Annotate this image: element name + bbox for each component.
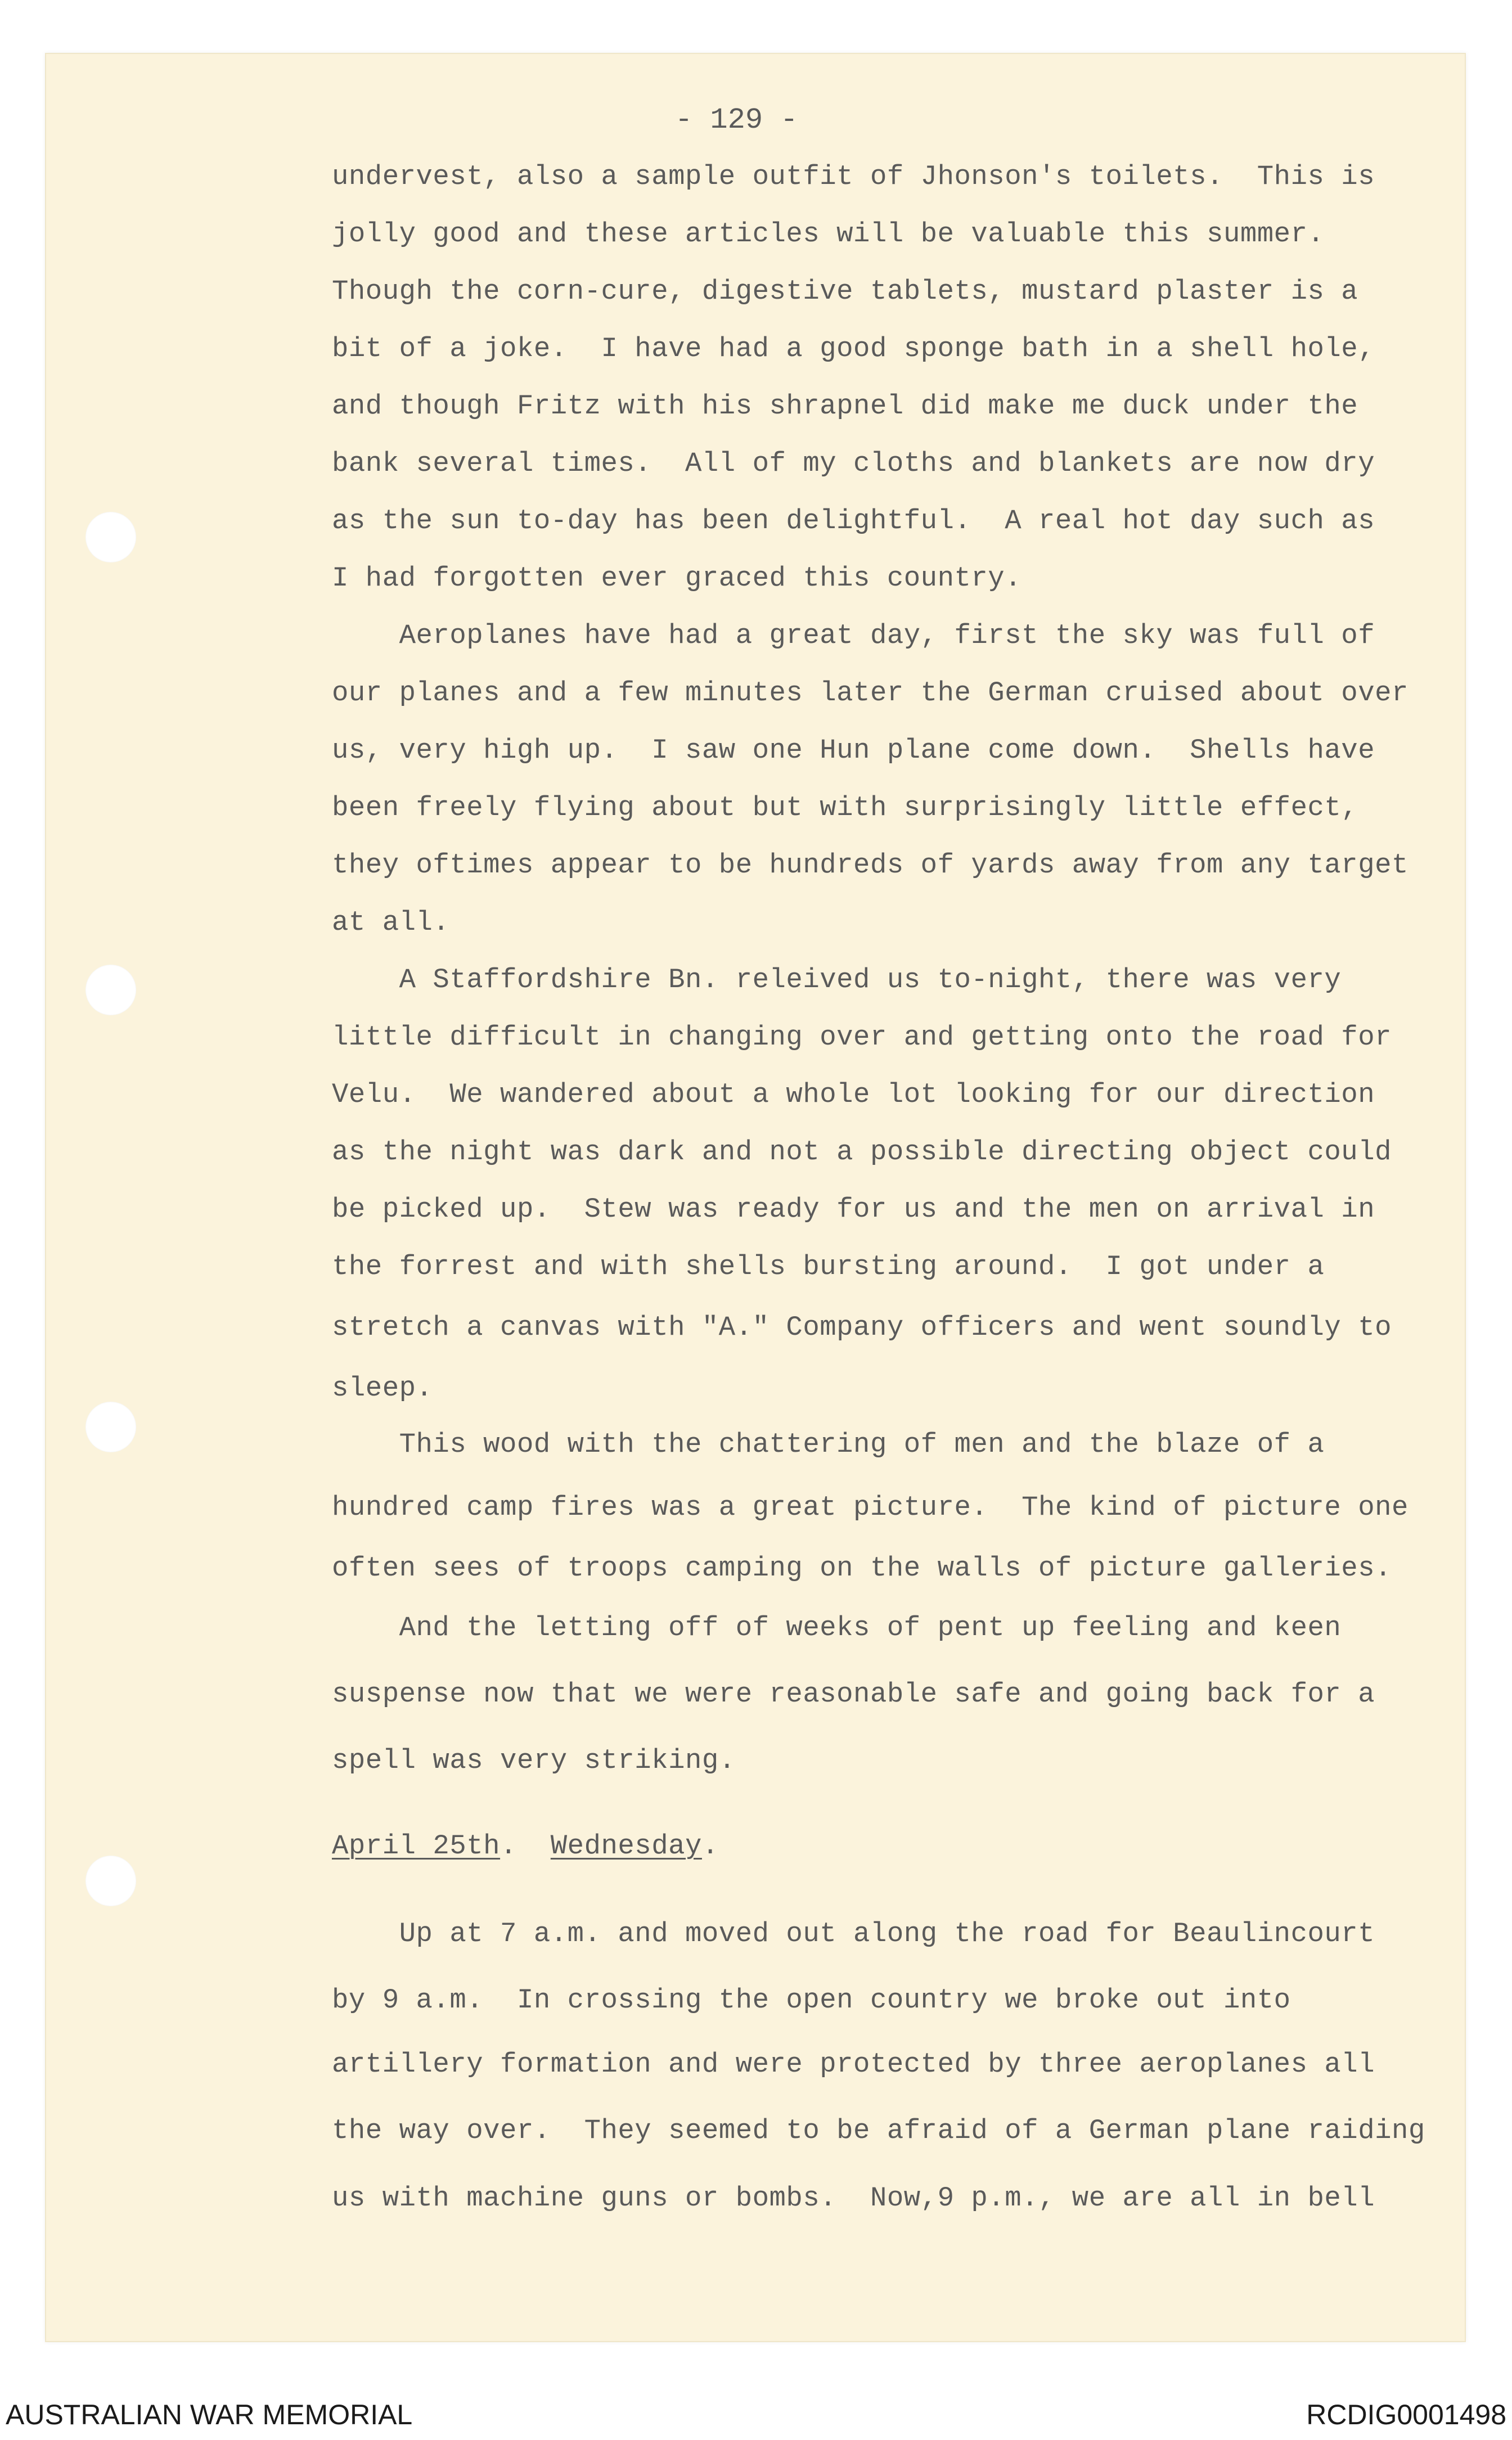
punch-hole — [86, 1402, 136, 1452]
text-line: spell was very striking. — [332, 1745, 736, 1776]
text-line: I had forgotten ever graced this country. — [332, 562, 1022, 594]
text-line: Up at 7 a.m. and moved out along the road for Beaulincourt — [332, 1918, 1375, 1950]
text-line: stretch a canvas with "A." Company officers and went soundly to — [332, 1312, 1392, 1343]
text-line: been freely flying about but with surprisingly little effect, — [332, 792, 1358, 823]
text-line: Aeroplanes have had a great day, first the sky was full of — [332, 620, 1375, 651]
text-line: us with machine guns or bombs. Now,9 p.m., we are all in bell — [332, 2182, 1375, 2214]
institution-name: AUSTRALIAN WAR MEMORIAL — [6, 2399, 413, 2430]
punch-hole — [86, 512, 136, 562]
text-line: Velu. We wandered about a whole lot looking for our direction — [332, 1079, 1375, 1110]
text-line: This wood with the chattering of men and the blaze of a — [332, 1429, 1325, 1460]
heading-date: April 25th — [332, 1830, 501, 1862]
text-line: suspense now that we were reasonable safe and going back for a — [332, 1678, 1375, 1710]
archive-footer — [0, 2386, 1512, 2440]
text-line: and though Fritz with his shrapnel did make me duck under the — [332, 390, 1358, 422]
text-line: by 9 a.m. In crossing the open country we broke out into — [332, 1984, 1291, 2016]
text-line: sleep. — [332, 1372, 433, 1404]
text-line: often sees of troops camping on the walls of picture galleries. — [332, 1552, 1392, 1584]
text-line: jolly good and these articles will be valuable this summer. — [332, 218, 1325, 250]
text-line: undervest, also a sample outfit of Jhonson's toilets. This is — [332, 161, 1375, 192]
text-line: the way over. They seemed to be afraid of a German plane raiding — [332, 2115, 1425, 2146]
date-heading — [332, 1830, 719, 1862]
text-line: A Staffordshire Bn. releived us to-night, there was very — [332, 964, 1342, 996]
text-line: Though the corn-cure, digestive tablets, mustard plaster is a — [332, 276, 1358, 307]
heading-separator: . — [500, 1830, 551, 1862]
text-line: they oftimes appear to be hundreds of yards away from any target — [332, 849, 1408, 881]
text-line: as the sun to-day has been delightful. A real hot day such as — [332, 505, 1375, 537]
text-line: us, very high up. I saw one Hun plane come down. Shells have — [332, 735, 1375, 766]
record-id: RCDIG0001498 — [1306, 2399, 1506, 2430]
text-line: our planes and a few minutes later the German cruised about over — [332, 677, 1408, 709]
text-line: bit of a joke. I have had a good sponge bath in a shell hole, — [332, 333, 1375, 364]
heading-day: Wednesday — [550, 1830, 702, 1862]
text-line: as the night was dark and not a possible directing object could — [332, 1136, 1392, 1168]
text-line: hundred camp fires was a great picture. The kind of picture one — [332, 1492, 1408, 1523]
heading-end: . — [701, 1830, 719, 1862]
text-line: at all. — [332, 907, 450, 938]
text-line: the forrest and with shells bursting around. I got under a — [332, 1251, 1325, 1282]
text-line: And the letting off of weeks of pent up feeling and keen — [332, 1612, 1342, 1644]
text-line: bank several times. All of my cloths and blankets are now dry — [332, 448, 1375, 479]
text-line: little difficult in changing over and getting onto the road for — [332, 1021, 1392, 1053]
text-line: be picked up. Stew was ready for us and the men on arrival in — [332, 1194, 1375, 1225]
punch-hole — [86, 965, 136, 1015]
page-number: - 129 - — [675, 103, 798, 137]
punch-hole — [86, 1856, 136, 1906]
text-line: artillery formation and were protected by three aeroplanes all — [332, 2049, 1375, 2080]
typescript-page — [45, 53, 1466, 2342]
